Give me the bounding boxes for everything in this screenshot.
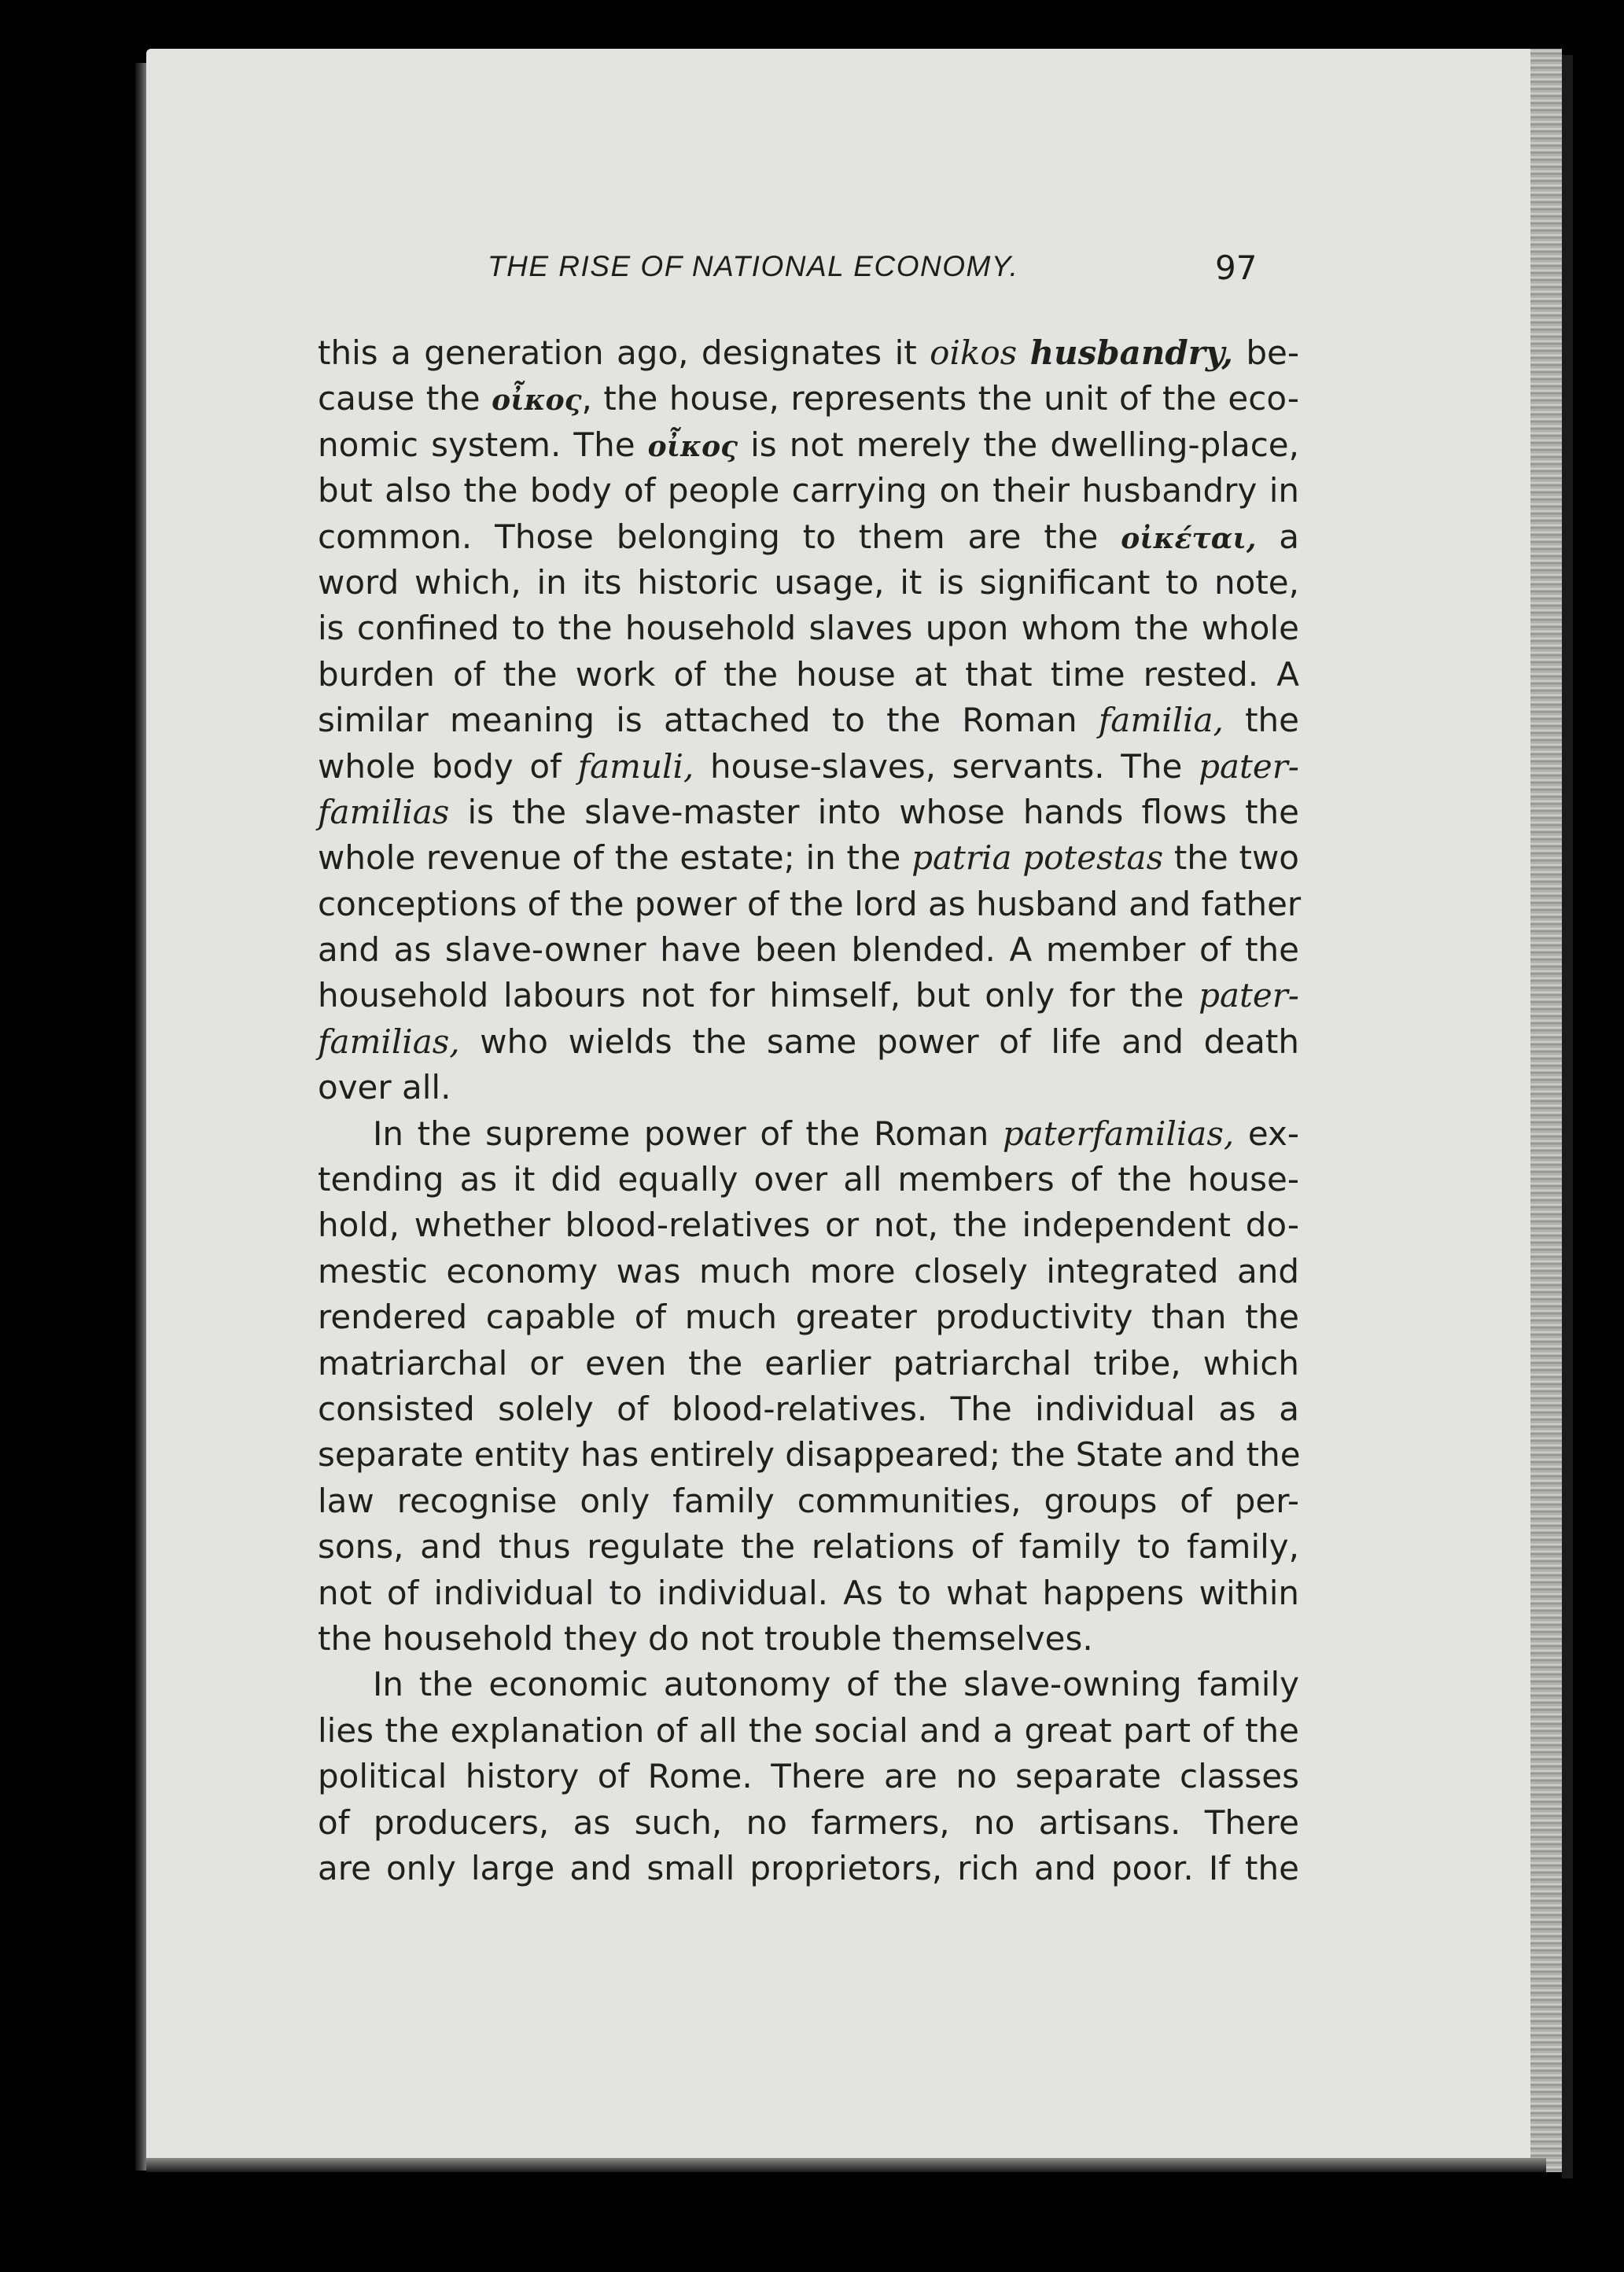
text-line (318, 1616, 1299, 1662)
text-line (318, 514, 1299, 560)
text-run: be- (1232, 333, 1300, 372)
text-run: ex- (1234, 1114, 1299, 1153)
text-run: matriarchal or even the earlier patriarchal tribe, which (318, 1343, 1299, 1383)
text-run: tending as it did equally over all members of the house- (318, 1160, 1299, 1199)
text-line (318, 1662, 1299, 1707)
text-run: law recognise only family communities, groups of per- (318, 1481, 1299, 1520)
text-line (318, 330, 1299, 376)
bold-italic-term: husbandry, (1029, 333, 1233, 372)
text-run: the (1223, 701, 1299, 740)
text-run: is confined to the household slaves upon whom the whole (318, 609, 1299, 648)
text-run: house-slaves, servants. The (694, 746, 1199, 786)
text-line (318, 1571, 1299, 1616)
text-line (318, 1846, 1299, 1891)
page-edges-right (1530, 49, 1562, 2172)
running-header: THE RISE OF NATIONAL ECONOMY. (488, 250, 1019, 282)
page-bottom-shadow (146, 2158, 1546, 2172)
italic-term: familia, (1098, 701, 1224, 740)
text-run: political history of Rome. There are no separate classes (318, 1757, 1299, 1796)
text-run: but also the body of people carrying on their husbandry in (318, 471, 1299, 510)
text-line (318, 1157, 1299, 1202)
text-run: In the supreme power of the Roman (373, 1114, 1003, 1153)
text-line (318, 835, 1299, 881)
text-run: mestic economy was much more closely integrated and (318, 1251, 1299, 1291)
text-run: common. Those belonging to them are the (318, 517, 1121, 556)
text-run: separate entity has entirely disappeared; the State and the (318, 1435, 1301, 1475)
text-run: rendered capable of much greater productivity than the (318, 1298, 1299, 1337)
text-line (318, 790, 1299, 835)
text-line (318, 1019, 1299, 1065)
text-run: whole body of (318, 746, 578, 786)
greek-term: οἶκος (492, 384, 582, 418)
text-line (318, 1524, 1299, 1570)
text-run: conceptions of the power of the lord as husband and father (318, 884, 1302, 923)
text-run: hold, whether blood-relatives or not, the independent do- (318, 1206, 1299, 1245)
text-line (318, 1478, 1299, 1524)
italic-term: familias, (318, 1022, 460, 1061)
italic-term: famuli, (577, 746, 694, 786)
text-line (318, 1386, 1299, 1432)
text-run: nomic system. The (318, 425, 648, 464)
text-line (318, 422, 1299, 468)
body-text (318, 330, 1302, 1891)
text-run: a (1256, 517, 1300, 556)
text-line (318, 744, 1299, 790)
text-run: this a generation ago, designates it (318, 333, 930, 372)
text-run: In the economic autonomy of the slave-owning family (373, 1665, 1299, 1704)
text-run: the household they do not trouble themselves. (318, 1618, 1093, 1658)
text-run: sons, and thus regulate the relations of family to family, (318, 1527, 1299, 1567)
text-run: not of individual to individual. As to what happens within (318, 1573, 1299, 1612)
text-run: lies the explanation of all the social and a great part of the (318, 1710, 1299, 1750)
text-line (318, 468, 1299, 514)
text-run: who wields the same power of life and death (459, 1022, 1299, 1061)
italic-term: oikos (930, 333, 1030, 372)
text-line (318, 560, 1299, 606)
text-run: and as slave-owner have been blended. A member of the (318, 930, 1299, 970)
text-line (318, 606, 1299, 651)
text-line (318, 1754, 1299, 1799)
text-run: household labours not for himself, but only for the (318, 976, 1199, 1015)
text-line (318, 1249, 1299, 1294)
text-line (318, 698, 1299, 743)
text-run: , the house, represents the unit of the eco- (581, 379, 1299, 418)
text-run: consisted solely of blood-relatives. The individual as a (318, 1389, 1299, 1428)
text-line (318, 882, 1302, 927)
italic-term: familias (318, 792, 450, 831)
text-run: word which, in its historic usage, it is significant to note, (318, 562, 1299, 602)
text-run: is the slave-master into whose hands flows the (449, 792, 1299, 831)
text-run: burden of the work of the house at that time rested. A (318, 654, 1299, 694)
greek-term: οἰκέται, (1121, 521, 1257, 555)
text-run: are only large and small proprietors, rich and poor. If the (318, 1848, 1299, 1887)
text-line (318, 1111, 1299, 1157)
text-run: is not merely the dwelling-place, (738, 425, 1299, 464)
book-cover-edge (1562, 55, 1573, 2178)
text-line (318, 927, 1299, 973)
text-run: over all. (318, 1068, 451, 1107)
text-line (318, 973, 1299, 1018)
page-number: 97 (1215, 249, 1258, 287)
text-run: cause the (318, 379, 492, 418)
text-line (318, 1708, 1299, 1754)
italic-term: pater- (1199, 746, 1299, 786)
italic-term: paterfamilias, (1002, 1114, 1235, 1153)
italic-term: pater- (1199, 976, 1299, 1015)
text-line (318, 1341, 1299, 1386)
text-line (318, 1294, 1299, 1340)
text-line (318, 652, 1299, 698)
text-line (318, 1202, 1299, 1248)
text-run: whole revenue of the estate; in the (318, 838, 912, 878)
text-line (318, 376, 1299, 422)
greek-term: οἶκος (647, 429, 738, 463)
text-run: similar meaning is attached to the Roman (318, 701, 1099, 740)
text-run: the two (1163, 838, 1299, 878)
text-line (318, 1432, 1299, 1478)
italic-term: patria potestas (911, 838, 1164, 878)
text-line (318, 1065, 1299, 1110)
text-line (318, 1800, 1299, 1846)
text-run: of producers, as such, no farmers, no artisans. There (318, 1803, 1299, 1842)
